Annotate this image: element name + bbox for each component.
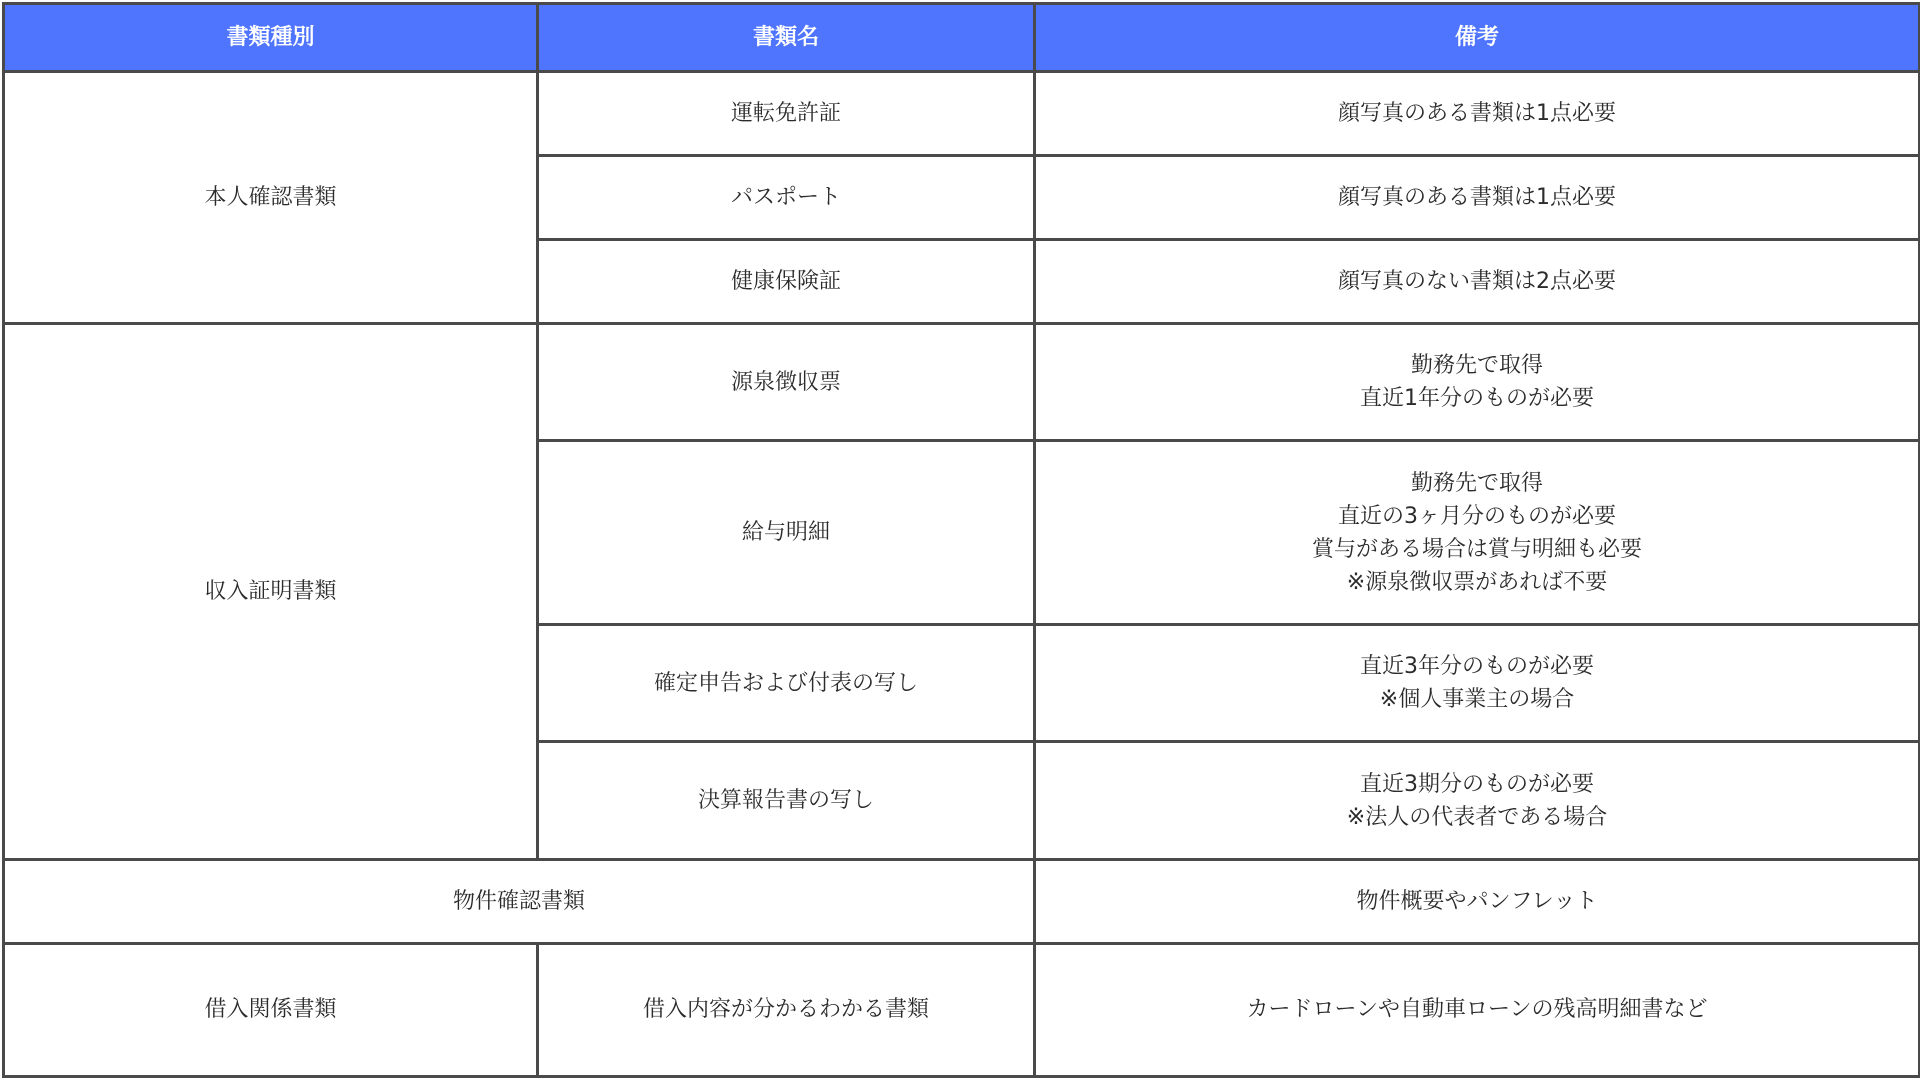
note-line: 直近の3ヶ月分のものが必要	[1338, 503, 1616, 529]
note-line: ※個人事業主の場合	[1379, 687, 1575, 713]
note-line: 顔写真のある書類は1点必要	[1338, 184, 1616, 210]
category-loan: 借入関係書類	[4, 943, 538, 1076]
category-income: 収入証明書類	[4, 323, 538, 859]
documents-table	[2, 2, 1920, 1078]
category-identity: 本人確認書類	[4, 72, 538, 324]
note-line: カードローンや自動車ローンの残高明細書など	[1246, 997, 1708, 1023]
document-name: 運転免許証	[538, 72, 1035, 156]
table-row	[4, 859, 1920, 943]
category-property: 物件確認書類	[4, 859, 1035, 943]
note-line: 直近1年分のものが必要	[1360, 386, 1594, 411]
table-row	[4, 943, 1920, 1076]
document-name: 決算報告書の写し	[538, 742, 1035, 859]
header-note: 備考	[1035, 4, 1920, 72]
document-name: 給与明細	[538, 441, 1035, 625]
document-note	[1035, 943, 1920, 1076]
header-category: 書類種別	[4, 4, 538, 72]
document-note	[1035, 625, 1920, 742]
document-note	[1035, 859, 1920, 943]
note-line: ※源泉徴収票があれば不要	[1346, 569, 1608, 595]
note-line: 直近3期分のものが必要	[1360, 771, 1594, 797]
note-line: 物件概要やパンフレット	[1356, 888, 1598, 914]
header-name: 書類名	[538, 4, 1035, 72]
document-name: 確定申告および付表の写し	[538, 625, 1035, 742]
document-note	[1035, 742, 1920, 859]
document-note	[1035, 239, 1920, 323]
table-row	[4, 72, 1920, 156]
note-line: 直近3年分のものが必要	[1360, 654, 1594, 680]
note-line: 賞与がある場合は賞与明細も必要	[1311, 536, 1642, 562]
document-name: パスポート	[538, 155, 1035, 239]
note-line: 勤務先で取得	[1410, 353, 1543, 378]
document-note	[1035, 441, 1920, 625]
note-line: 勤務先で取得	[1410, 470, 1543, 496]
document-name: 借入内容が分かるわかる書類	[538, 943, 1035, 1076]
note-line: ※法人の代表者である場合	[1346, 804, 1608, 830]
note-line: 顔写真のない書類は2点必要	[1338, 268, 1616, 294]
document-note	[1035, 323, 1920, 440]
document-note	[1035, 72, 1920, 156]
note-line: 顔写真のある書類は1点必要	[1338, 100, 1616, 126]
table-row	[4, 323, 1920, 440]
document-note	[1035, 155, 1920, 239]
document-name: 健康保険証	[538, 239, 1035, 323]
document-name: 源泉徴収票	[538, 323, 1035, 440]
header-row	[4, 4, 1920, 72]
